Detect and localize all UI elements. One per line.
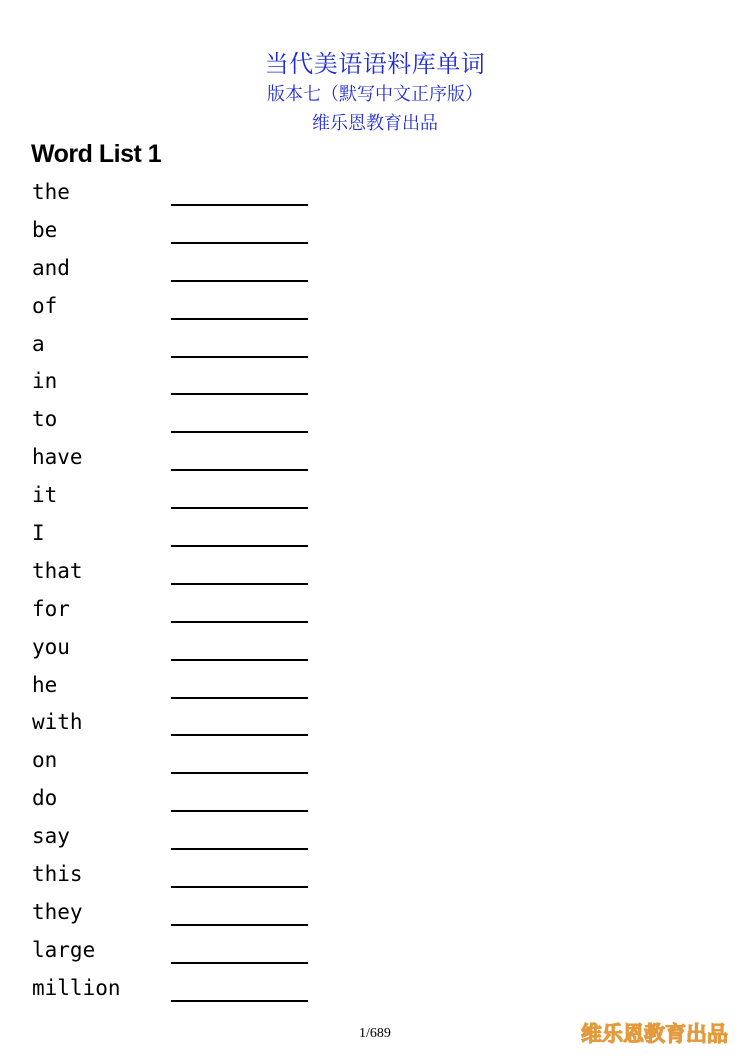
word-list-heading: Word List 1 [31, 140, 162, 168]
english-word: in [32, 369, 58, 394]
answer-blank-line [171, 204, 308, 206]
answer-blank-line [171, 583, 308, 585]
english-word: they [32, 899, 83, 924]
word-row [0, 933, 750, 971]
word-row [0, 289, 750, 327]
answer-blank-line [171, 318, 308, 320]
answer-blank-line [171, 545, 308, 547]
english-word: I [32, 521, 45, 546]
word-row [0, 364, 750, 402]
publisher-watermark: 维乐恩教育出品 [581, 1022, 728, 1046]
document-subtitle: 版本七（默写中文正序版） [267, 84, 483, 105]
english-word: million [32, 975, 121, 1000]
english-word: this [32, 862, 83, 887]
english-word: large [32, 937, 96, 962]
word-row [0, 516, 750, 554]
answer-blank-line [171, 356, 308, 358]
word-row [0, 971, 750, 1009]
english-word: with [32, 710, 83, 735]
english-word: you [32, 634, 70, 659]
answer-blank-line [171, 962, 308, 964]
english-word: have [32, 445, 83, 470]
answer-blank-line [171, 242, 308, 244]
word-row [0, 819, 750, 857]
answer-blank-line [171, 848, 308, 850]
word-row [0, 705, 750, 743]
english-word: that [32, 558, 83, 583]
word-row [0, 251, 750, 289]
word-row [0, 630, 750, 668]
english-word: say [32, 824, 70, 849]
answer-blank-line [171, 886, 308, 888]
answer-blank-line [171, 393, 308, 395]
answer-blank-line [171, 469, 308, 471]
english-word: to [32, 407, 58, 432]
document-title: 当代美语语料库单词 [264, 50, 486, 78]
word-row [0, 327, 750, 365]
word-row [0, 857, 750, 895]
answer-blank-line [171, 659, 308, 661]
publisher-line: 维乐恩教育出品 [312, 113, 438, 134]
word-row [0, 895, 750, 933]
answer-blank-line [171, 697, 308, 699]
english-word: for [32, 596, 70, 621]
word-row [0, 743, 750, 781]
english-word: a [32, 331, 45, 356]
english-word: be [32, 217, 58, 242]
english-word: of [32, 293, 58, 318]
word-row [0, 478, 750, 516]
word-row [0, 175, 750, 213]
word-list [0, 175, 750, 1009]
english-word: on [32, 748, 58, 773]
english-word: he [32, 672, 58, 697]
word-row [0, 402, 750, 440]
answer-blank-line [171, 280, 308, 282]
word-row [0, 213, 750, 251]
answer-blank-line [171, 924, 308, 926]
answer-blank-line [171, 772, 308, 774]
word-row [0, 440, 750, 478]
english-word: the [32, 180, 70, 204]
english-word: it [32, 483, 58, 508]
answer-blank-line [171, 621, 308, 623]
word-row [0, 781, 750, 819]
english-word: and [32, 255, 70, 280]
answer-blank-line [171, 734, 308, 736]
word-row [0, 592, 750, 630]
word-row [0, 668, 750, 706]
english-word: do [32, 786, 58, 811]
answer-blank-line [171, 1000, 308, 1002]
answer-blank-line [171, 431, 308, 433]
answer-blank-line [171, 810, 308, 812]
page-number: 1/689 [359, 1026, 391, 1041]
answer-blank-line [171, 507, 308, 509]
word-row [0, 554, 750, 592]
